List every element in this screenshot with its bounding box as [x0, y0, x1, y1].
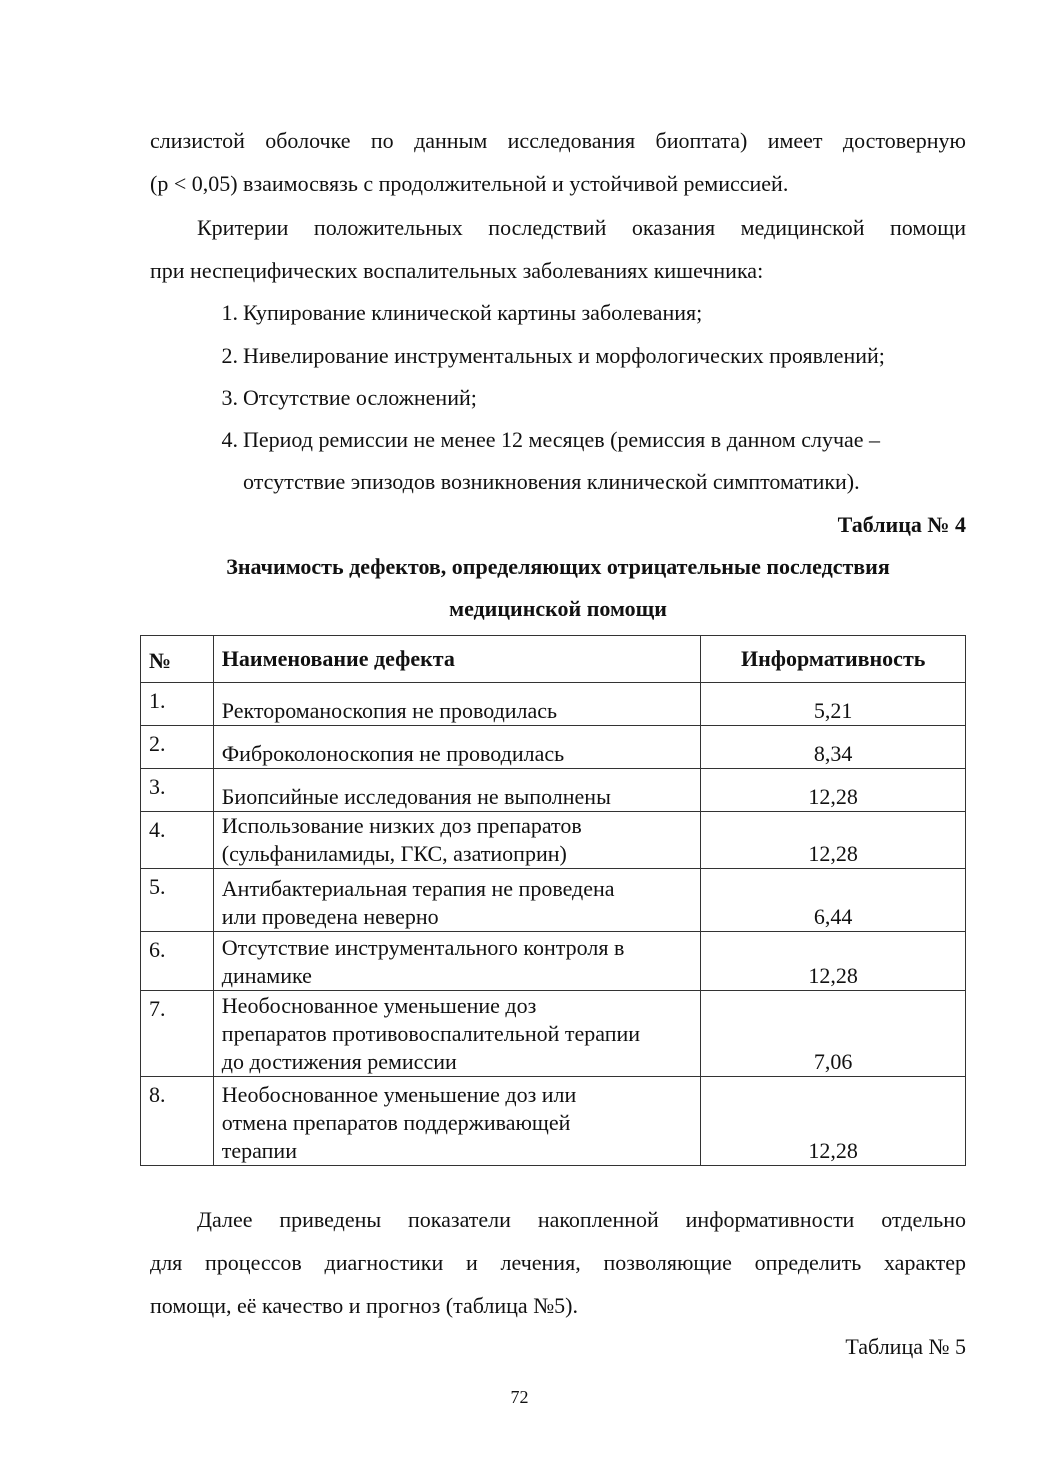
table-4-title-line-1: Значимость дефектов, определяющих отрицательные последствия — [226, 554, 890, 579]
table-row — [141, 683, 966, 726]
row-number: 6. — [141, 932, 214, 991]
table-row — [141, 1077, 966, 1166]
outro-line-2: для процессов диагностики и лечения, позволяющие определить характер — [150, 1250, 966, 1275]
outro-line-1: Далее приведены показатели накопленной информативности отдельно — [197, 1207, 966, 1232]
row-defect-name — [213, 726, 701, 769]
row-number: 3. — [141, 769, 214, 812]
header-number: № — [141, 636, 214, 683]
header-informativeness: Информативность — [701, 636, 966, 683]
row-defect-name — [213, 769, 701, 812]
list-item-text: Купирование клинической картины заболевания; — [243, 300, 703, 325]
list-item-text: Отсутствие осложнений; — [243, 385, 477, 410]
table-4-label: Таблица № 4 — [837, 512, 966, 537]
intro-line-1: слизистой оболочке по данным исследования биоптата) имеет достоверную — [150, 128, 966, 153]
list-item-number: 1. — [221, 300, 238, 325]
row-number: 5. — [141, 869, 214, 932]
criteria-line-1: Критерии положительных последствий оказания медицинской помощи — [197, 215, 966, 240]
row-informativeness: 7,06 — [701, 991, 966, 1077]
row-defect-name — [213, 869, 701, 932]
list-item-text: Нивелирование инструментальных и морфологических проявлений; — [243, 343, 885, 368]
row-defect-name — [213, 1077, 701, 1166]
table-header-row — [141, 636, 966, 683]
row-defect-name — [213, 991, 701, 1077]
defect-name-line: Фиброколоноскопия не проводилась — [221, 741, 565, 766]
page-number: 72 — [510, 1387, 529, 1407]
defect-name-line: до достижения ремиссии — [221, 1049, 457, 1074]
table-row — [141, 726, 966, 769]
defect-name-line: препаратов противовоспалительной терапии — [221, 1021, 641, 1046]
defects-table — [140, 635, 966, 1166]
table-row — [141, 769, 966, 812]
row-informativeness: 5,21 — [701, 683, 966, 726]
row-number: 7. — [141, 991, 214, 1077]
row-defect-name — [213, 932, 701, 991]
defect-name-line: (сульфаниламиды, ГКС, азатиоприн) — [221, 841, 567, 866]
row-informativeness: 8,34 — [701, 726, 966, 769]
list-item-text: Период ремиссии не менее 12 месяцев (ремиссия в данном случае – — [243, 427, 881, 452]
row-number: 2. — [141, 726, 214, 769]
table-4-title-line-2: медицинской помощи — [449, 596, 667, 621]
intro-line-2: (р < 0,05) взаимосвязь с продолжительной и устойчивой ремиссией. — [150, 171, 789, 196]
outro-line-3: помощи, её качество и прогноз (таблица №5). — [150, 1293, 579, 1318]
defect-name-line: терапии — [221, 1138, 297, 1163]
table-row — [141, 869, 966, 932]
criteria-line-2: при неспецифических воспалительных заболеваниях кишечника: — [150, 258, 764, 283]
defect-name-line: Необоснованное уменьшение доз или — [221, 1082, 577, 1107]
list-item-text: отсутствие эпизодов возникновения клинической симптоматики). — [243, 469, 860, 494]
table-5-label: Таблица № 5 — [845, 1334, 966, 1359]
defect-name-line: отмена препаратов поддерживающей — [221, 1110, 571, 1135]
row-number: 8. — [141, 1077, 214, 1166]
row-informativeness: 12,28 — [701, 932, 966, 991]
row-informativeness: 12,28 — [701, 1077, 966, 1166]
defect-name-line: Биопсийные исследования не выполнены — [221, 784, 611, 809]
row-number: 1. — [141, 683, 214, 726]
defect-name-line: динамике — [221, 963, 312, 988]
list-item-number: 2. — [221, 343, 238, 368]
row-defect-name — [213, 683, 701, 726]
row-number: 4. — [141, 812, 214, 869]
table-row — [141, 991, 966, 1077]
row-informativeness: 12,28 — [701, 769, 966, 812]
table-row — [141, 812, 966, 869]
table-row — [141, 932, 966, 991]
header-defect-name: Наименование дефекта — [213, 636, 701, 683]
list-item-number: 4. — [221, 427, 238, 452]
row-informativeness: 12,28 — [701, 812, 966, 869]
list-item-number: 3. — [221, 385, 238, 410]
defect-name-line: или проведена неверно — [221, 904, 439, 929]
defect-name-line: Ректороманоскопия не проводилась — [221, 698, 558, 723]
row-informativeness: 6,44 — [701, 869, 966, 932]
row-defect-name — [213, 812, 701, 869]
defect-name-line: Необоснованное уменьшение доз — [221, 993, 537, 1018]
defect-name-line: Отсутствие инструментального контроля в — [221, 935, 625, 960]
defect-name-line: Антибактериальная терапия не проведена — [221, 876, 615, 901]
defect-name-line: Использование низких доз препаратов — [221, 813, 582, 838]
